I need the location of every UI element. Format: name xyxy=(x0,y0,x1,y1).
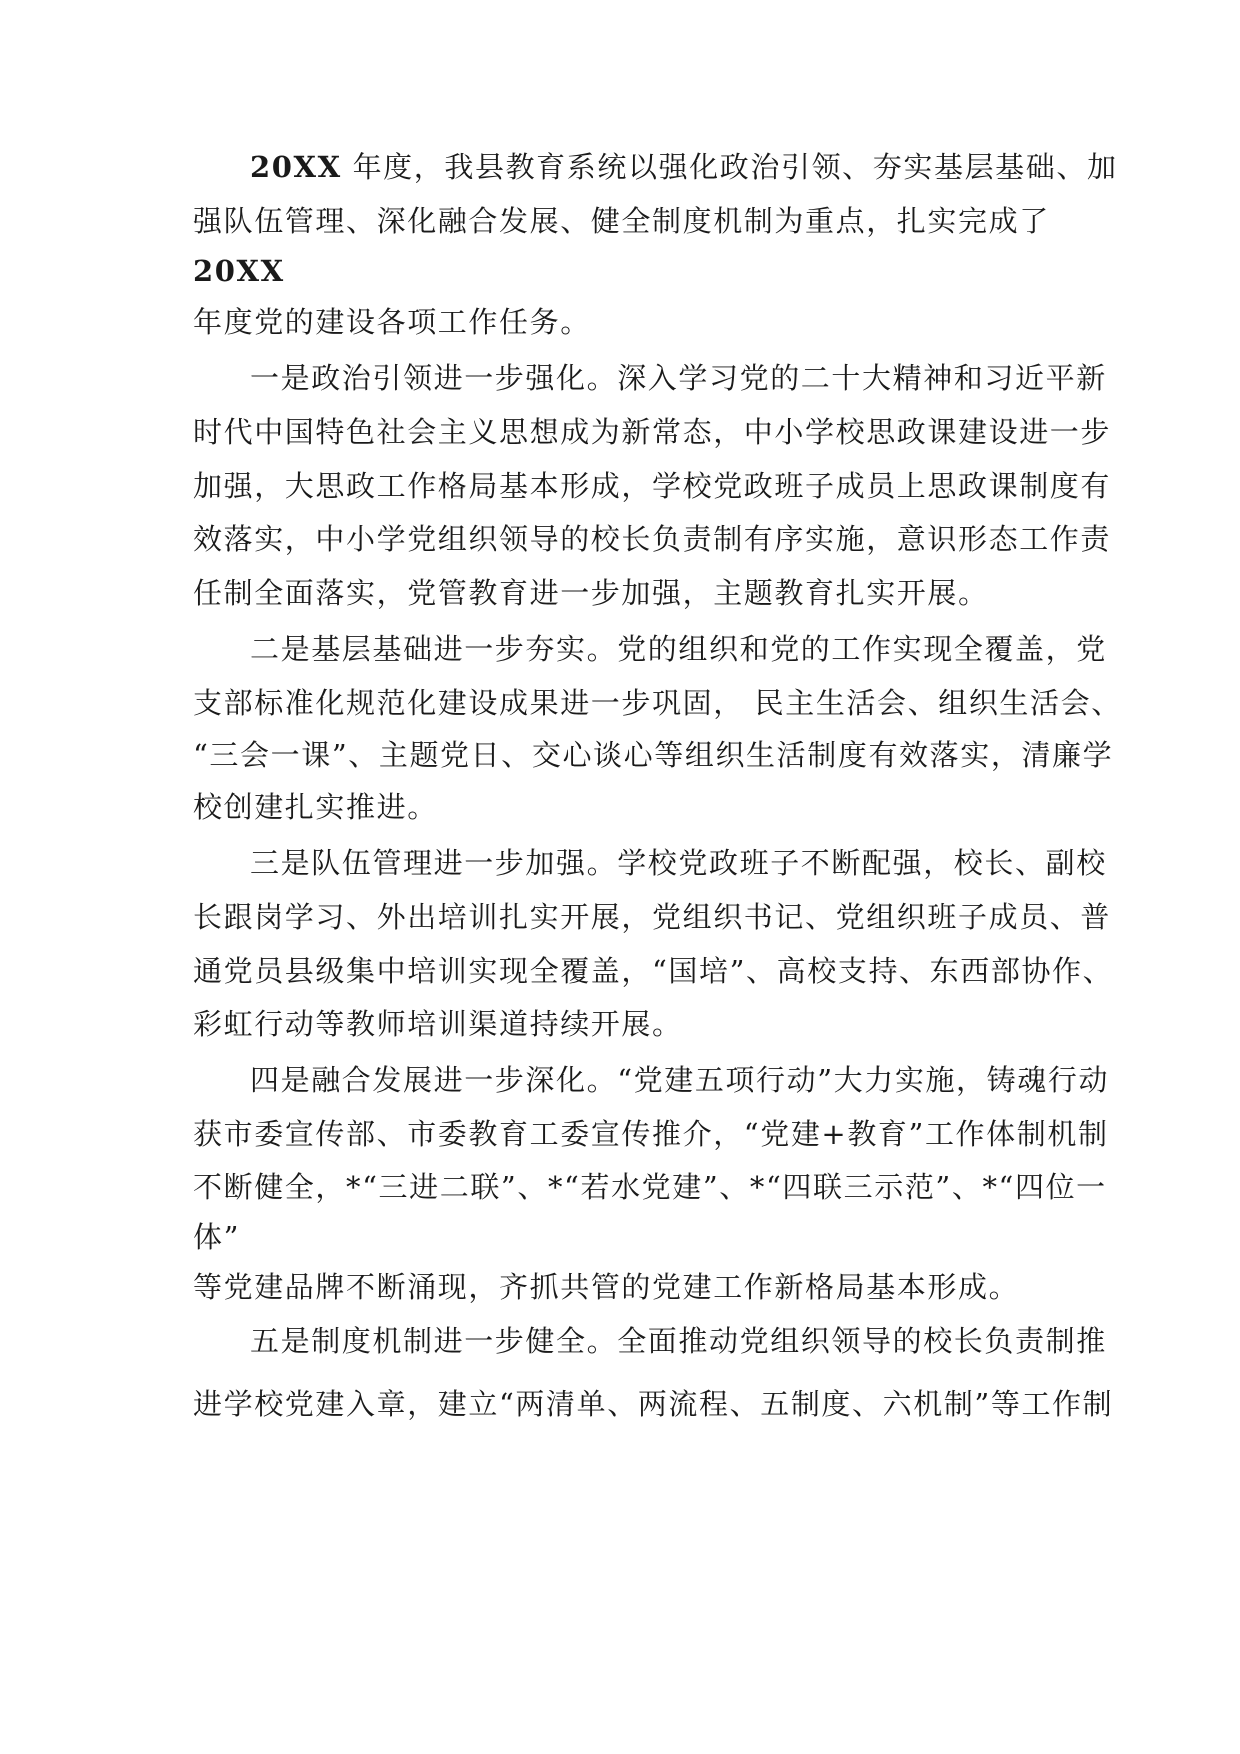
p5-line-2: 进学校党建入章，建立“两清单、两流程、五制度、六机制”等工作制 xyxy=(193,1387,1114,1421)
p1-line-1: 一是政治引领进一步强化。深入学习党的二十大精神和习近平新 xyxy=(250,361,1107,395)
p4-line-3: 不断健全，*“三进二联”、*“若水党建”、*“四联三示范”、*“四位一 xyxy=(193,1170,1107,1204)
p4-line-2: 获市委宣传部、市委教育工委宣传推介，“党建+教育”工作体制机制 xyxy=(193,1117,1109,1151)
intro-year-line: 20XX xyxy=(193,254,285,288)
intro-line-1-text: 年度，我县教育系统以强化政治引领、夯实基层基础、加 xyxy=(341,150,1118,184)
p2-line-1: 二是基层基础进一步夯实。党的组织和党的工作实现全覆盖，党 xyxy=(250,632,1107,666)
p4-line-5: 等党建品牌不断涌现，齐抓共管的党建工作新格局基本形成。 xyxy=(193,1270,1020,1304)
p2-line-2: 支部标准化规范化建设成果进一步巩固， 民主生活会、组织生活会、 xyxy=(193,686,1122,720)
p4-line-1: 四是融合发展进一步深化。“党建五项行动”大力实施，铸魂行动 xyxy=(250,1063,1110,1097)
intro-line-1 xyxy=(250,150,1118,184)
p1-line-3: 加强，大思政工作格局基本形成，学校党政班子成员上思政课制度有 xyxy=(193,469,1112,503)
p1-line-5: 任制全面落实，党管教育进一步加强，主题教育扎实开展。 xyxy=(193,576,989,610)
p3-line-4: 彩虹行动等教师培训渠道持续开展。 xyxy=(193,1007,683,1041)
p3-line-3: 通党员县级集中培训实现全覆盖，“国培”、高校支持、东西部协作、 xyxy=(193,954,1114,988)
intro-line-2: 强队伍管理、深化融合发展、健全制度机制为重点，扎实完成了 xyxy=(193,204,1050,238)
p1-line-2: 时代中国特色社会主义思想成为新常态，中小学校思政课建设进一步 xyxy=(193,415,1112,449)
p1-line-4: 效落实，中小学党组织领导的校长负责制有序实施，意识形态工作责 xyxy=(193,522,1112,556)
p2-line-4: 校创建扎实推进。 xyxy=(193,790,438,824)
p4-line-4: 体” xyxy=(193,1220,241,1254)
p5-line-1: 五是制度机制进一步健全。全面推动党组织领导的校长负责制推 xyxy=(250,1324,1107,1358)
p3-line-2: 长跟岗学习、外出培训扎实开展，党组织书记、党组织班子成员、普 xyxy=(193,900,1112,934)
intro-line-4: 年度党的建设各项工作任务。 xyxy=(193,305,591,339)
intro-year: 20XX xyxy=(250,150,342,184)
p3-line-1: 三是队伍管理进一步加强。学校党政班子不断配强，校长、副校 xyxy=(250,846,1107,880)
p2-line-3: “三会一课”、主题党日、交心谈心等组织生活制度有效落实，清廉学 xyxy=(193,738,1114,772)
